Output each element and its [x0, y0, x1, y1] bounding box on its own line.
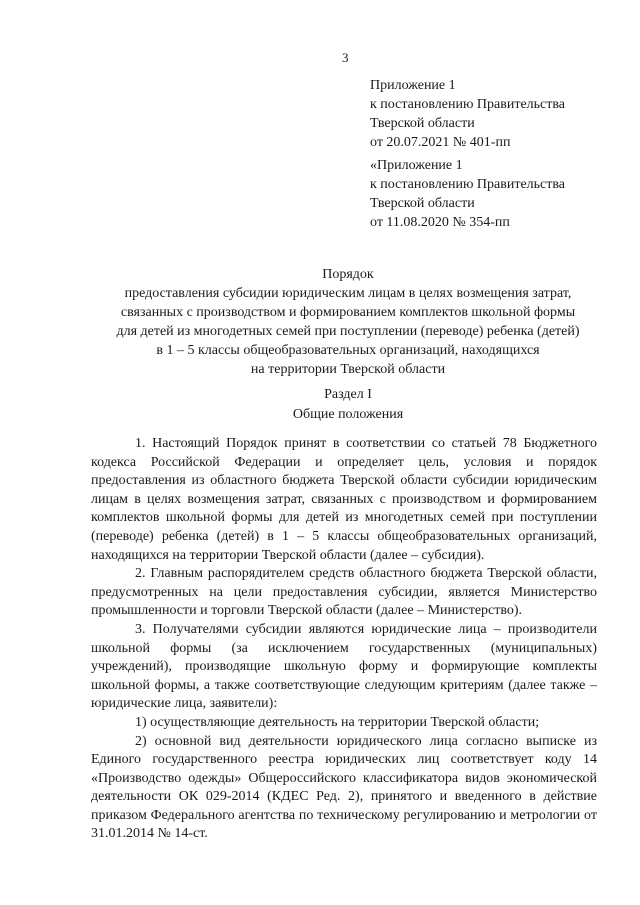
section-name: Общие положения	[292, 407, 404, 422]
document-title	[80, 265, 616, 379]
body-text	[91, 435, 597, 844]
title-heading: Порядок	[322, 267, 374, 282]
paragraph: 2. Главным распорядителем средств областного бюджета Тверской области, предусмотренных на цели предоставления субсидии, является Министерство промышленности и торговли Тверской области (далее – Министерство).	[91, 566, 597, 619]
section-number: Раздел I	[324, 387, 372, 402]
title-line: для детей из многодетных семей при поступлении (переводе) ребенка (детей)	[116, 324, 580, 339]
paragraph: 3. Получателями субсидии являются юридические лица – производители школьной формы (за исключением государственных (муниципальных) учреждений), производящие школьную форму и формирующие комплекты школьной формы, а также соответствующие следующим критериям (далее также – юридические лица, заявители):	[91, 621, 597, 712]
attachment-header-original	[370, 156, 630, 232]
paragraph: 1) осуществляющие деятельность на территории Тверской области;	[135, 714, 540, 730]
attachment-header-current	[370, 76, 630, 152]
attachment-line: «Приложение 1	[370, 158, 463, 173]
title-line: предоставления субсидии юридическим лицам в целях возмещения затрат,	[124, 286, 572, 301]
paragraph: 1. Настоящий Порядок принят в соответствии со статьей 78 Бюджетного кодекса Российской Федерации и определяет цель, условия и порядок предоставления из областного бюджета Тверской области субсидии юридическим лицам в целях возмещения затрат, связанных с производством и формированием комплектов школьной формы для детей из многодетных семей при поступлении (переводе) ребенка (детей) в 1 – 5 классы общеобразовательных организаций, находящихся на территории Тверской области (далее – субсидия).	[91, 436, 597, 563]
title-line: на территории Тверской области	[250, 362, 446, 377]
section-heading	[80, 385, 616, 425]
title-line: связанных с производством и формированием комплектов школьной формы	[120, 305, 576, 320]
attachment-line: Тверской области	[370, 196, 475, 211]
page-number: 3	[342, 50, 349, 65]
attachment-line: к постановлению Правительства	[370, 177, 566, 192]
attachment-line: от 11.08.2020 № 354-пп	[370, 215, 510, 230]
attachment-line: от 20.07.2021 № 401-пп	[370, 135, 511, 150]
attachment-line: к постановлению Правительства	[370, 97, 566, 112]
attachment-line: Тверской области	[370, 116, 475, 131]
title-line: в 1 – 5 классы общеобразовательных организаций, находящихся	[156, 343, 540, 358]
paragraph: 2) основной вид деятельности юридического лица согласно выписке из Единого государственного реестра юридических лиц соответствует коду 14 «Производство одежды» Общероссийского классификатора видов экономической деятельности ОК 029-2014 (КДЕС Ред. 2), принятого и введенного в действие приказом Федерального агентства по техническому регулированию и метрологии от 31.01.2014 № 14-ст.	[91, 733, 597, 842]
attachment-line: Приложение 1	[370, 78, 456, 93]
